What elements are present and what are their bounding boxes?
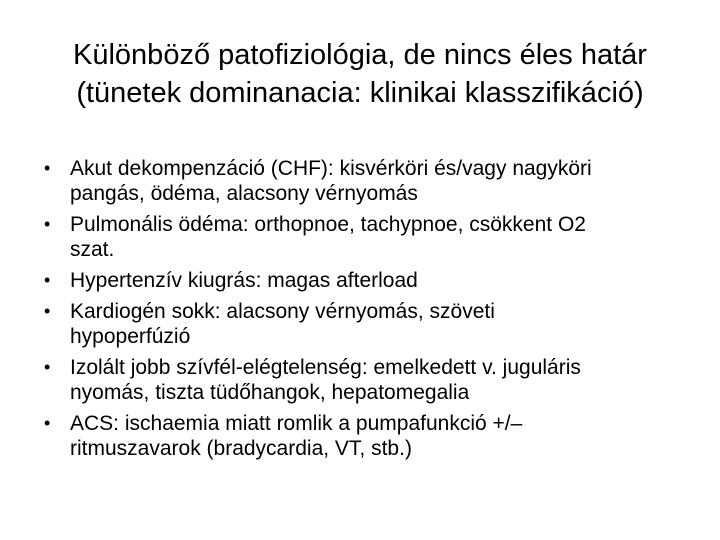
bullet-dot-icon: • xyxy=(44,214,51,234)
bullet-dot-icon: • xyxy=(44,301,51,321)
bullet-text-line: ACS: ischaemia miatt romlik a pumpafunkció +/– xyxy=(70,412,523,435)
bullet-list xyxy=(44,156,684,467)
bullet-text-line: Izolált jobb szívfél-elégtelenség: emelkedett v. juguláris xyxy=(70,356,581,379)
bullet-item-cardiogenic-shock xyxy=(44,299,684,349)
slide-title-line-1: Különböző patofiziológia, de nincs éles határ xyxy=(73,39,647,71)
bullet-item-acute-decompensation xyxy=(44,156,684,206)
bullet-text-line: ritmuszavarok (bradycardia, VT, stb.) xyxy=(70,437,412,460)
bullet-text-line: Pulmonális ödéma: orthopnoe, tachypnoe, csökkent O2 xyxy=(70,213,586,236)
bullet-dot-icon: • xyxy=(44,357,51,377)
bullet-text-line: szat. xyxy=(70,238,115,261)
bullet-item-right-heart-failure xyxy=(44,355,684,405)
bullet-text-line: Kardiogén sokk: alacsony vérnyomás, szöveti xyxy=(70,300,495,323)
bullet-dot-icon: • xyxy=(44,158,51,178)
bullet-item-hypertensive-surge xyxy=(44,268,684,293)
bullet-item-pulmonary-edema xyxy=(44,212,684,262)
bullet-item-acs xyxy=(44,411,684,461)
bullet-dot-icon: • xyxy=(44,270,51,290)
slide-title-line-2: (tünetek dominanacia: klinikai klasszifikáció) xyxy=(76,77,644,109)
bullet-text-line: hypoperfúzió xyxy=(70,325,191,348)
bullet-text-line: Akut dekompenzáció (CHF): kisvérköri és/vagy nagyköri xyxy=(70,157,592,180)
bullet-dot-icon: • xyxy=(44,413,51,433)
slide-title xyxy=(20,36,700,112)
bullet-text-line: nyomás, tiszta tüdőhangok, hepatomegalia xyxy=(70,381,470,404)
bullet-text-line: pangás, ödéma, alacsony vérnyomás xyxy=(70,182,418,205)
bullet-text-line: Hypertenzív kiugrás: magas afterload xyxy=(70,269,418,292)
